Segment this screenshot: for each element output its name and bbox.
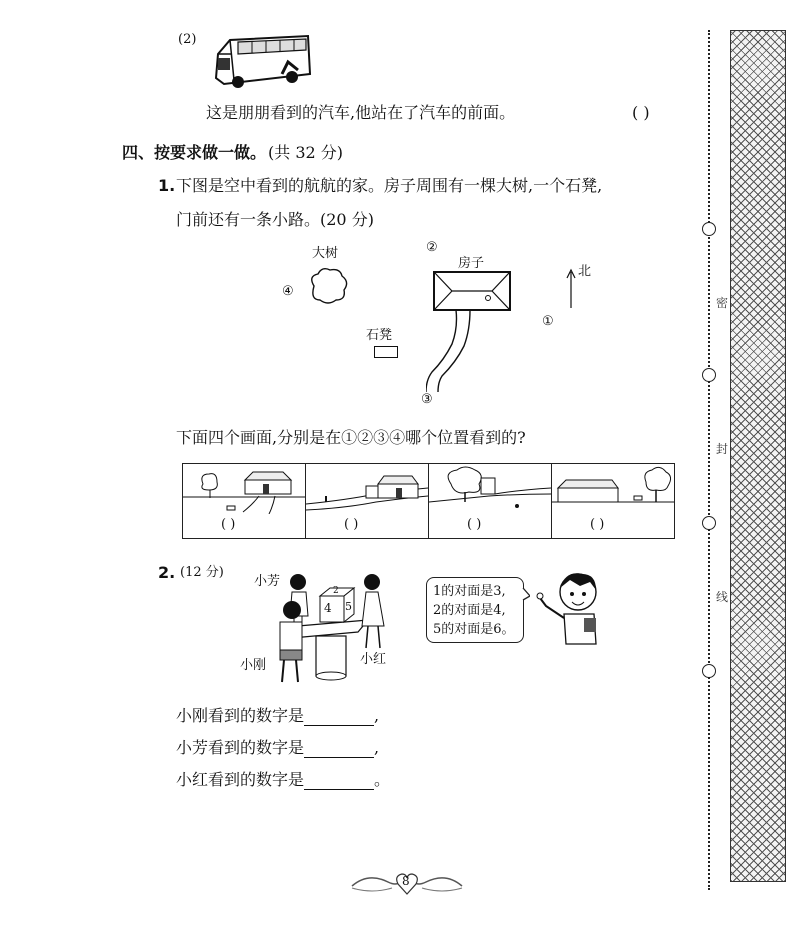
page-number: 8 bbox=[402, 874, 410, 888]
binding-ring-1 bbox=[702, 222, 716, 236]
answer-blank-xiaogang[interactable] bbox=[304, 709, 374, 726]
view-1-scene bbox=[183, 464, 305, 514]
view-2-answer[interactable]: ( ) bbox=[344, 517, 359, 532]
binding-char-mi: 密 bbox=[716, 296, 729, 310]
answer-blank-xiaofang[interactable] bbox=[304, 741, 374, 758]
bench-label: 石凳 bbox=[366, 328, 393, 343]
binding-pattern-strip bbox=[730, 30, 786, 882]
q2-points: (12 分) bbox=[180, 565, 224, 580]
children-scene bbox=[236, 566, 406, 690]
bench-top-view bbox=[374, 346, 398, 358]
view-4-answer[interactable]: ( ) bbox=[590, 517, 605, 532]
view-panel-3 bbox=[428, 463, 552, 539]
cube-face-front: 4 bbox=[324, 601, 332, 615]
speech-bubble-tail bbox=[520, 588, 530, 602]
binding-char-feng: 封 bbox=[716, 442, 729, 456]
answer-end-xiaohong: 。 bbox=[374, 770, 391, 789]
bus-illustration bbox=[208, 32, 314, 90]
binding-ring-2 bbox=[702, 368, 716, 382]
children-cube-illustration bbox=[236, 566, 406, 690]
position-4-label: ④ bbox=[282, 284, 294, 299]
name-xiaofang: 小芳 bbox=[254, 574, 281, 589]
view-4-scene bbox=[552, 464, 674, 514]
section-title: 四、按要求做一做。 bbox=[122, 143, 267, 162]
speech-bubble bbox=[426, 577, 524, 643]
aerial-map bbox=[276, 236, 606, 412]
bus-answer-paren[interactable]: ( ) bbox=[632, 103, 650, 122]
bus-statement: 这是朋朋看到的汽车,他站在了汽车的前面。 bbox=[206, 103, 516, 122]
section-points: (共 32 分) bbox=[268, 143, 344, 162]
tree-top-view bbox=[306, 266, 350, 304]
house-label: 房子 bbox=[458, 256, 485, 271]
tree-label: 大树 bbox=[312, 246, 339, 261]
north-arrow bbox=[566, 268, 576, 308]
answer-label-xiaogang: 小刚看到的数字是 bbox=[176, 706, 305, 725]
answer-blank-xiaohong[interactable] bbox=[304, 773, 374, 790]
q1-text-line1: 下图是空中看到的航航的家。房子周围有一棵大树,一个石凳, bbox=[176, 176, 603, 195]
view-1-answer[interactable]: ( ) bbox=[221, 517, 236, 532]
name-xiaogang: 小刚 bbox=[240, 658, 267, 673]
bubble-line-2: 2的对面是4, bbox=[433, 603, 506, 618]
binding-dotted-line bbox=[708, 30, 710, 890]
view-panel-1 bbox=[182, 463, 306, 539]
binding-ring-3 bbox=[702, 516, 716, 530]
binding-ring-4 bbox=[702, 664, 716, 678]
q1-number: 1. bbox=[158, 176, 176, 195]
position-2-label: ② bbox=[426, 240, 438, 255]
position-3-label: ③ bbox=[421, 392, 433, 407]
answer-row-xiaohong bbox=[176, 770, 390, 790]
view-3-scene bbox=[429, 464, 551, 514]
name-xiaohong: 小红 bbox=[360, 652, 387, 667]
boy-pointing-illustration bbox=[532, 566, 606, 656]
answer-end-xiaofang: , bbox=[374, 738, 380, 757]
north-label: 北 bbox=[578, 264, 592, 279]
answer-row-xiaogang bbox=[176, 706, 379, 726]
binding-char-xian: 线 bbox=[716, 590, 729, 604]
bubble-line-3: 5的对面是6。 bbox=[433, 622, 515, 637]
cube-face-top: 2 bbox=[333, 586, 339, 596]
answer-end-xiaogang: , bbox=[374, 706, 380, 725]
q1-question: 下面四个画面,分别是在①②③④哪个位置看到的? bbox=[176, 428, 526, 447]
position-1-label: ① bbox=[542, 314, 554, 329]
q1-text-line2: 门前还有一条小路。(20 分) bbox=[176, 210, 374, 229]
view-panel-2 bbox=[305, 463, 429, 539]
answer-label-xiaohong: 小红看到的数字是 bbox=[176, 770, 305, 789]
house-and-path-top-view bbox=[426, 266, 626, 412]
view-panel-4 bbox=[551, 463, 675, 539]
cube-face-side: 5 bbox=[345, 600, 352, 613]
answer-label-xiaofang: 小芳看到的数字是 bbox=[176, 738, 305, 757]
bubble-line-1: 1的对面是3, bbox=[433, 584, 506, 599]
view-3-answer[interactable]: ( ) bbox=[467, 517, 482, 532]
view-2-scene bbox=[306, 464, 428, 514]
answer-row-xiaofang bbox=[176, 738, 379, 758]
q2-number: 2. bbox=[158, 563, 176, 582]
bus-question-number: (2) bbox=[178, 32, 197, 47]
